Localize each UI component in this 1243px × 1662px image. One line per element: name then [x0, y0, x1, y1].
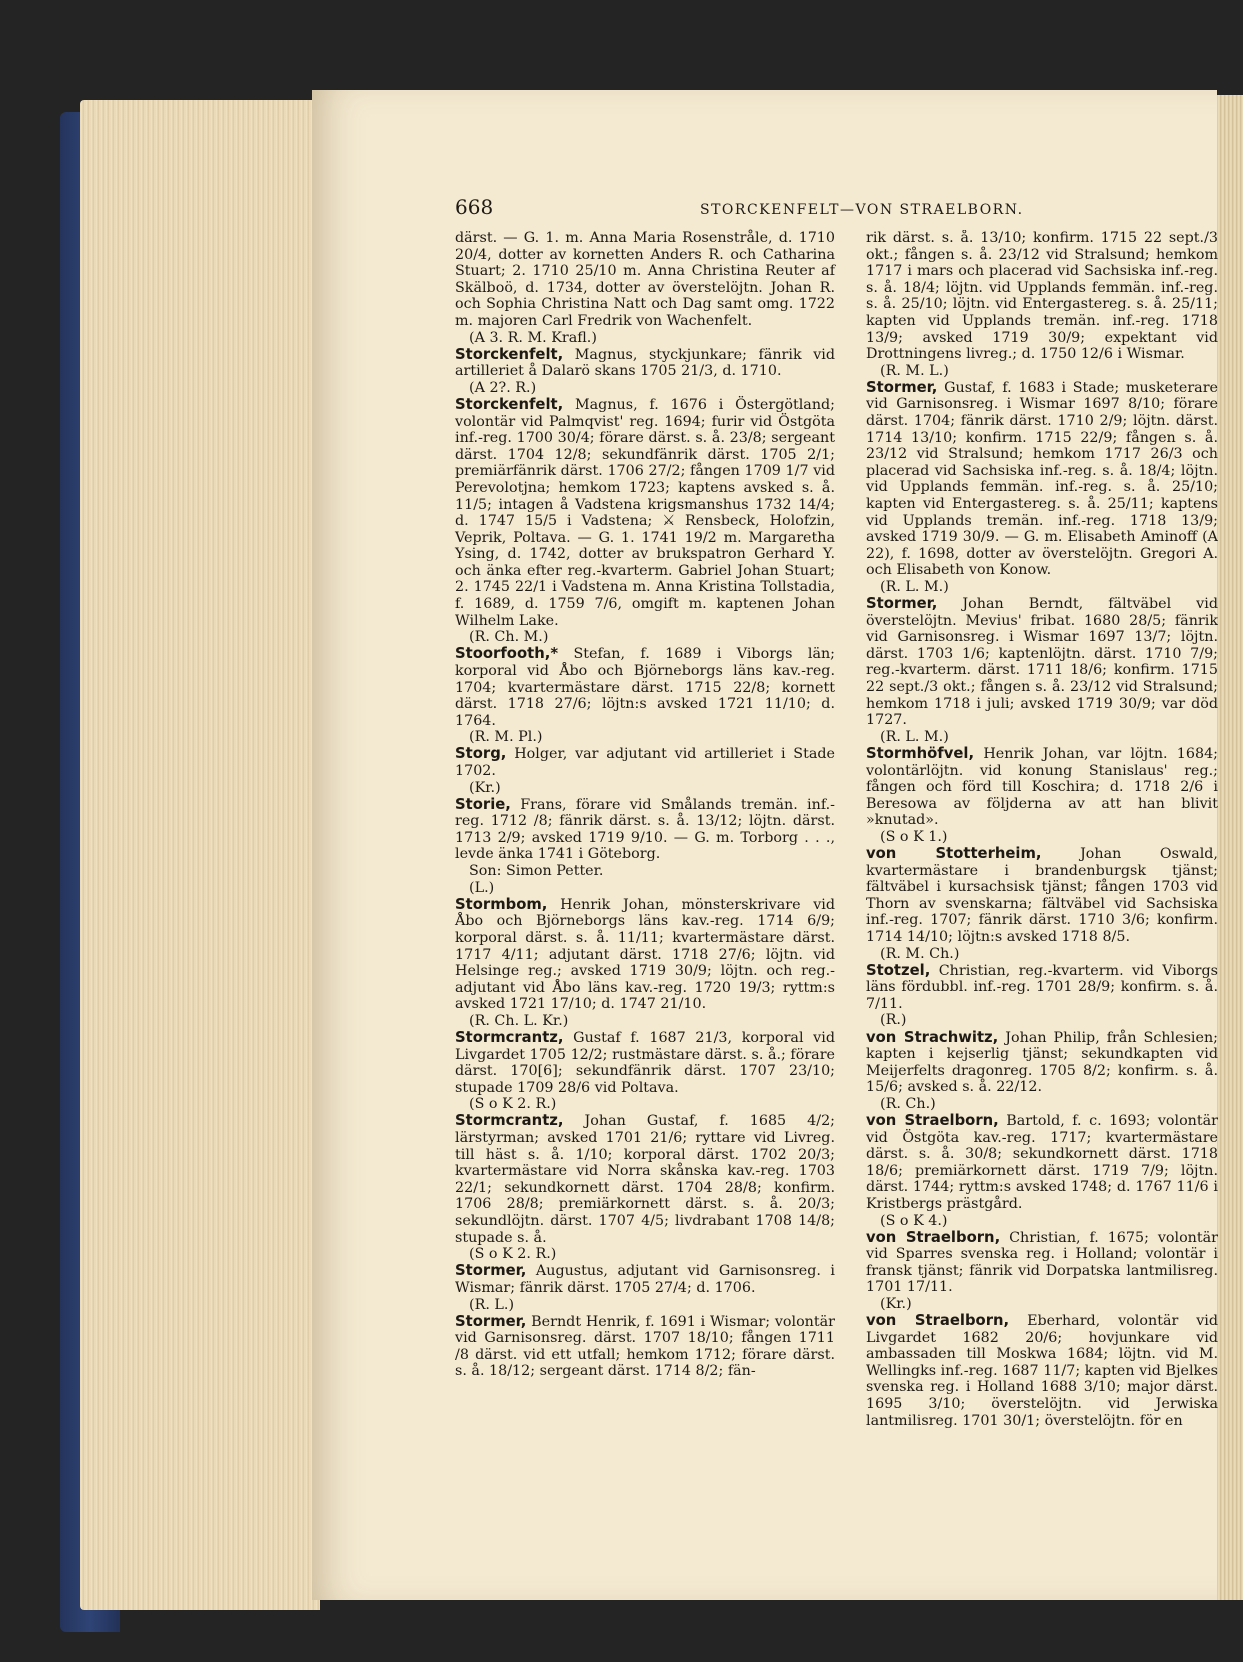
dictionary-entry [866, 846, 1218, 962]
page-header [455, 195, 1205, 219]
entry-name: Storie, [455, 795, 511, 813]
dictionary-entry [866, 963, 1218, 1029]
entry-text: Johan Berndt, fältväbel vid överstelöjtn. Mevius' fribat. 1680 28/5; fänrik vid Garnisonsreg. i Wismar 1697 13/7; löjtn. därst. 1703 1/6; kaptenlöjtn. därst. 1710 7/9; reg.-kvarterm. därst. 1711 18/6; konfirm. 1715 22 sept./3 okt.; fången s. å. 23/12 vid Stralsund; hemkom 1718 i juli; avsked 1719 30/9; var död 1727. [866, 596, 1218, 729]
dictionary-entry [866, 380, 1218, 596]
entry-name: Stormbom, [455, 895, 548, 913]
entry-name: Stormer, [866, 595, 938, 613]
entry-source: (A 2?. R.) [469, 379, 537, 396]
entry-source: (S o K 4.) [880, 1212, 948, 1229]
entry-source: (R. L.) [469, 1296, 515, 1313]
entry-source: (S o K 2. R.) [469, 1246, 557, 1263]
page-edges-right [1217, 95, 1243, 1600]
dictionary-entry [455, 746, 835, 796]
page-edges-left [80, 100, 320, 1610]
entry-source: (R. L. M.) [880, 728, 949, 745]
entry-source: (R.) [880, 1012, 907, 1029]
entry-text: Holger, var adjutant vid artilleriet i Stade 1702. [455, 746, 835, 779]
entry-name: Stormer, [455, 1312, 527, 1330]
dictionary-entry [866, 1313, 1218, 1429]
dictionary-entry [866, 1113, 1218, 1229]
entry-name: Stormcrantz, [455, 1029, 564, 1046]
entry-source: (R. Ch. L. Kr.) [469, 1012, 569, 1029]
entry-name: Stoorfooth,* [455, 645, 559, 663]
entry-text: Magnus, f. 1676 i Östergötland; volontär vid Palmqvist' reg. 1694; furir vid Östgöta inf.-reg. 1700 30/4; förare därst. s. å. 23/8; sergeant därst. 1704 12/8; sekundfänrik därst. 1705 2/1; premiärfänrik därst. 1706 27/2; fången 1709 1/7 vid Perevolotjna; hemkom 1723; kaptens avsked s. å. 11/5; intagen å Vadstena krigsmanshus 1732 14/4; d. 1747 15/5 i Vadstena; ⚔ Rensbeck, Holofzin, Veprik, Poltava. — G. 1. 1741 19/2 m. Margaretha Ysing, d. 1742, dotter av brukspatron Gerhard Y. och änka efter reg.-kvarterm. Gabriel Johan Stuart; 2. 1745 22/1 i Vadstena m. Anna Kristina Tollstadia, f. 1689, d. 1759 7/6, omgift m. kaptenen Johan Wilhelm Lake. [455, 396, 835, 629]
entry-text: Bartold, f. c. 1693; volontär vid Östgöta kav.-reg. 1717; kvartermästare därst. s. å. 30/8; sekundkornett därst. 1718 18/6; premiärkornett därst. 1719 7/9; löjtn. därst. 1744; ryttm:s avsked 1748; d. 1767 11/6 i Kristbergs prästgård. [866, 1112, 1218, 1212]
entry-name: Stormer, [866, 378, 938, 396]
dictionary-entry [455, 897, 835, 1030]
entry-source: (R. Ch.) [880, 1095, 936, 1112]
dictionary-entry [455, 1030, 835, 1113]
entry-text: Henrik Johan, mönsterskrivare vid Åbo och Björneborgs läns kav.-reg. 1714 6/9; korporal därst. s. å. 11/11; kvartermästare därst. 1717 4/11; adjutant därst. 1718 27/6; löjtn. vid Helsinge reg.; avsked 1719 30/9; löjtn. och reg.-adjutant vid Åbo läns kav.-reg. 1720 19/3; ryttm:s avsked 1721 17/10; d. 1747 21/10. [455, 896, 835, 1013]
entry-source: (R. Ch. M.) [469, 629, 549, 646]
entry-text: Johan Oswald, kvartermästare i brandenburgsk tjänst; fältväbel i kursachsisk tjänst; fången 1703 vid Thorn av svenskarna; fältväbel vid Sachsiska inf.-reg. 1707; fänrik därst. 1710 3/6; konfirm. 1714 14/10; löjtn:s avsked 1718 8/5. [866, 845, 1218, 945]
dictionary-entry [866, 746, 1218, 846]
entry-source: (R. M. Ch.) [880, 945, 960, 962]
dictionary-entry [455, 397, 835, 646]
dictionary-entry [455, 1113, 835, 1262]
dictionary-entry [455, 230, 835, 346]
entry-name: Stormer, [455, 1262, 527, 1280]
entry-text: rik därst. s. å. 13/10; konfirm. 1715 22 sept./3 okt.; fången s. å. 23/12 vid Stralsund; hemkom 1717 i mars och placerad vid Sachsiska inf.-reg. s. å. 18/4; löjtn. vid Upplands femmän. inf.-reg. s. å. 25/10; löjtn. vid Entergastereg. s. å. 25/11; kapten vid Upplands tremän. inf.-reg. 1718 13/9; avsked 1719 30/9; expektant vid Drottningens livreg.; d. 1750 12/6 i Wismar. [866, 230, 1218, 363]
entry-name: von Straelborn, [866, 1228, 1001, 1246]
entry-source: (Kr.) [469, 779, 501, 796]
entry-source: (Kr.) [880, 1296, 912, 1312]
entry-source: (S o K 1.) [880, 828, 948, 845]
entry-text: Gustaf, f. 1683 i Stade; musketerare vid Garnisonsreg. i Wismar 1697 8/10; förare därst. 1704; fänrik därst. 1710 2/9; löjtn. därst. 1714 13/10; konfirm. 1715 22/9; fången s. å. 23/12 vid Stralsund; hemkom 1717 26/3 och placerad vid Sachsiska inf.-reg. s. å. 18/4; löjtn. vid Upplands femmän. inf.-reg. s. å. 25/10; kapten vid Entergastereg. s. å. 25/11; kaptens vid Upplands tremän. inf.-reg. 1718 13/9; avsked 1719 30/9. — G. m. Elisabeth Aminoff (A 22), f. 1698, dotter av överstelöjtn. Gregori A. och Elisabeth von Konow. [866, 379, 1218, 579]
entry-text: Johan Philip, från Schlesien; kapten i kejserlig tjänst; sekundkapten vid Meijerfelts dragonreg. 1705 8/2; konfirm. s. å. 15/6; avsked s. å. 22/12. [866, 1029, 1218, 1096]
entry-name: von Straelborn, [866, 1312, 1010, 1330]
entry-source: (S o K 2. R.) [469, 1096, 557, 1113]
entry-text: Stefan, f. 1689 i Viborgs län; korporal vid Åbo och Björneborgs läns kav.-reg. 1704; kvartermästare därst. 1715 22/8; kornett därst. 1718 27/6; löjtn:s avsked 1721 11/10; d. 1764. [455, 646, 835, 729]
entry-name: von Strachwitz, [866, 1028, 999, 1046]
entry-text: därst. — G. 1. m. Anna Maria Rosenstråle, d. 1710 20/4, dotter av kornetten Anders R. och Catharina Stuart; 2. 1710 25/10 m. Anna Christina Reuter af Skälboö, d. 1734, dotter av överstelöjtn. Johan R. och Sophia Christina Natt och Dag samt omg. 1722 m. majoren Carl Fredrik von Wachenfelt. [455, 230, 835, 329]
entry-name: Storckenfelt, [455, 395, 564, 413]
dictionary-entry [866, 1030, 1218, 1113]
entry-source: (R. L. M.) [880, 578, 949, 595]
dictionary-entry [866, 1230, 1218, 1313]
dictionary-entry [455, 347, 835, 397]
dictionary-entry [455, 797, 835, 897]
entry-text: Gustaf f. 1687 21/3, korporal vid Livgardet 1705 12/2; rustmästare därst. s. å.; förare därst. 170[6]; sekundfänrik därst. 1707 23/10; stupade 1709 28/6 vid Poltava. [455, 1030, 835, 1096]
entry-text: Johan Gustaf, f. 1685 4/2; lärstyrman; avsked 1701 21/6; ryttare vid Livreg. till häst s. å. 1/10; korporal därst. 1702 20/3; kvartermästare vid Norra skånska kav.-reg. 1703 22/1; sekundkornett därst. 1704 28/8; konfirm. 1706 28/8; premiärkornett därst. s. å. 20/3; sekundlöjtn. därst. 1707 4/5; livdrabant 1708 14/8; stupade s. å. [455, 1113, 835, 1246]
dictionary-entry [866, 596, 1218, 745]
entry-text: Christian, reg.-kvarterm. vid Viborgs läns fördubbl. inf.-reg. 1701 28/9; konfirm. s. å. 7/11. [866, 962, 1218, 1012]
entry-name: Storg, [455, 745, 507, 763]
entry-name: von Stotterheim, [866, 844, 1042, 862]
entry-name: Storckenfelt, [455, 345, 564, 363]
entry-text: Frans, förare vid Smålands tremän. inf.-reg. 1712 /8; fänrik därst. s. å. 13/12; löjtn. därst. 1713 2/9; avsked 1719 9/10. — G. m. Torborg . . ., levde änka 1741 i Göteborg. [455, 796, 835, 863]
entry-text: Christian, f. 1675; volontär vid Sparres svenska reg. i Holland; volontär i fransk tjänst; fänrik vid Dorpatska lantmilisreg. 1701 17/11. [866, 1229, 1218, 1296]
dictionary-entry [866, 230, 1218, 379]
entry-text: Henrik Johan, var löjtn. 1684; volontärlöjtn. vid konung Stanislaus' reg.; fången och förd till Koschira; d. 1718 2/6 i Beresowa av följderna av att han blivit »knutad». [866, 745, 1218, 829]
entry-source: (R. M. Pl.) [469, 729, 543, 746]
entry-source: (A 3. R. M. Krafl.) [469, 329, 597, 346]
left-column [455, 230, 835, 1380]
entry-son: Son: Simon Petter. [469, 863, 604, 880]
entry-name: Stormhöfvel, [866, 744, 975, 762]
entry-text: Berndt Henrik, f. 1691 i Wismar; volontär vid Garnisonsreg. därst. 1707 18/10; fången 1711 /8 därst. vid ett utfall; hemkom 1712; förare därst. s. å. 18/12; sergeant därst. 1714 8/2; fän- [455, 1313, 835, 1380]
entry-text: Augustus, adjutant vid Garnisonsreg. i Wismar; fänrik därst. 1705 27/4; d. 1706. [455, 1263, 835, 1296]
running-head: STORCKENFELT—VON STRAELBORN. [700, 202, 1024, 218]
entry-name: Stotzel, [866, 961, 931, 979]
entry-text: Eberhard, volontär vid Livgardet 1682 20/6; hovjunkare vid ambassaden till Moskwa 1684; löjtn. vid M. Wellingks inf.-reg. 1687 11/7; kapten vid Bjelkes svenska reg. i Holland 1688 3/10; major därst. 1695 3/10; överstelöjtn. vid Jerwiska lantmilisreg. 1701 30/1; överstelöjtn. för en [866, 1313, 1218, 1429]
page-number: 668 [455, 195, 494, 219]
dictionary-entry [455, 646, 835, 746]
right-column [866, 230, 1218, 1430]
dictionary-entry [455, 1314, 835, 1380]
entry-source: (L.) [469, 879, 495, 896]
dictionary-entry [455, 1263, 835, 1313]
entry-source: (R. M. L.) [880, 362, 949, 379]
entry-text: Magnus, styckjunkare; fänrik vid artilleriet å Dalarö skans 1705 21/3, d. 1710. [455, 346, 835, 380]
entry-name: von Straelborn, [866, 1111, 999, 1129]
entry-name: Stormcrantz, [455, 1112, 564, 1130]
